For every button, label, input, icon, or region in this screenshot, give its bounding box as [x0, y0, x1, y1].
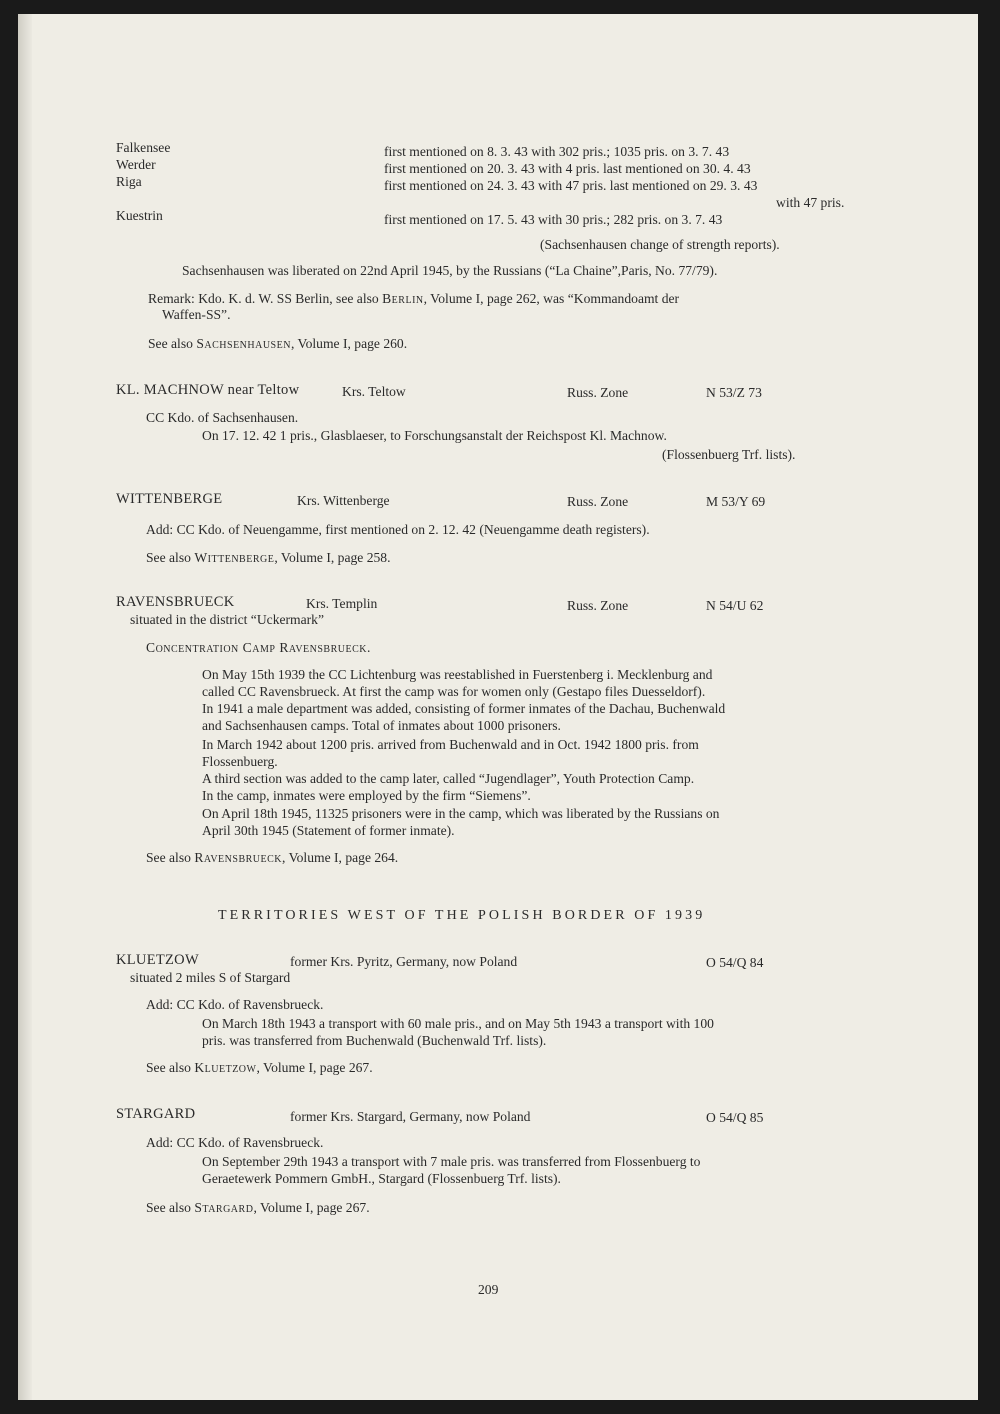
place-entry-continued: with 47 pris. [776, 195, 845, 210]
book-spine [18, 14, 32, 1400]
body-line: April 30th 1945 (Statement of former inmate). [202, 823, 455, 838]
source-note: (Sachsenhausen change of strength reports). [540, 237, 780, 252]
place-entry: first mentioned on 20. 3. 43 with 4 pris. last mentioned on 30. 4. 43 [384, 161, 751, 176]
body-line: On May 15th 1939 the CC Lichtenburg was reestablished in Fuerstenberg i. Mecklenburg and [202, 667, 713, 682]
entry-situated: situated in the district “Uckermark” [130, 612, 325, 627]
entry-line: CC Kdo. of Sachsenhausen. [146, 410, 299, 425]
place-name: Kuestrin [116, 208, 163, 223]
entry-line: On 17. 12. 42 1 pris., Glasblaeser, to Forschungsanstalt der Reichspost Kl. Machnow. [202, 428, 667, 443]
body-line: Geraetewerk Pommern GmbH., Stargard (Flossenbuerg Trf. lists). [202, 1171, 561, 1186]
place-name: Riga [116, 174, 142, 189]
body-line: Flossenbuerg. [202, 754, 278, 769]
place-entry: first mentioned on 17. 5. 43 with 30 pris.; 282 pris. on 3. 7. 43 [384, 212, 723, 227]
section-title: TERRITORIES WEST OF THE POLISH BORDER OF 1939 [218, 908, 706, 923]
entry-district: former Krs. Stargard, Germany, now Poland [290, 1109, 531, 1124]
body-line: On March 18th 1943 a transport with 60 male pris., and on May 5th 1943 a transport with 100 [202, 1016, 714, 1031]
place-entry: first mentioned on 8. 3. 43 with 302 pris.; 1035 pris. on 3. 7. 43 [384, 144, 730, 159]
liberation-note: Sachsenhausen was liberated on 22nd April 1945, by the Russians (“La Chaine”,Paris, No. 77/79). [182, 263, 718, 278]
remark-line-continued: Waffen-SS”. [162, 307, 231, 322]
entry-zone: Russ. Zone [567, 385, 629, 400]
body-line: In 1941 a male department was added, consisting of former inmates of the Dachau, Buchenwald [202, 701, 726, 716]
see-also: See also Stargard, Volume I, page 267. [146, 1200, 370, 1215]
see-also: See also Ravensbrueck, Volume I, page 264. [146, 850, 399, 865]
body-line: pris. was transferred from Buchenwald (Buchenwald Trf. lists). [202, 1033, 547, 1048]
entry-situated: situated 2 miles S of Stargard [130, 970, 291, 985]
body-line: and Sachsenhausen camps. Total of inmates about 1000 prisoners. [202, 718, 561, 733]
remark-line: Remark: Kdo. K. d. W. SS Berlin, see also Berlin, Volume I, page 262, was “Kommandoamt der [148, 291, 680, 306]
entry-grid: M 53/Y 69 [706, 494, 766, 509]
see-also: See also Kluetzow, Volume I, page 267. [146, 1060, 373, 1075]
entry-grid: O 54/Q 85 [706, 1110, 764, 1125]
entry-add: Add: CC Kdo. of Ravensbrueck. [146, 1135, 324, 1150]
entry-title: RAVENSBRUECK [116, 594, 235, 610]
place-name: Falkensee [116, 140, 171, 155]
entry-district: Krs. Templin [306, 596, 378, 611]
place-name: Werder [116, 157, 156, 172]
body-line: A third section was added to the camp later, called “Jugendlager”, Youth Protection Camp. [202, 771, 695, 786]
entry-add: Add: CC Kdo. of Neuengamme, first mentioned on 2. 12. 42 (Neuengamme death registers). [146, 522, 650, 537]
see-also: See also Sachsenhausen, Volume I, page 260. [148, 336, 408, 351]
body-line: In the camp, inmates were employed by the firm “Siemens”. [202, 788, 531, 803]
entry-district: Krs. Wittenberge [297, 493, 390, 508]
entry-title: KLUETZOW [116, 952, 199, 968]
entry-grid: N 54/U 62 [706, 598, 764, 613]
page-number: 209 [478, 1282, 499, 1297]
body-line: In March 1942 about 1200 pris. arrived from Buchenwald and in Oct. 1942 1800 pris. from [202, 737, 699, 752]
see-also: See also Wittenberge, Volume I, page 258. [146, 550, 391, 565]
entry-zone: Russ. Zone [567, 494, 629, 509]
place-entry: first mentioned on 24. 3. 43 with 47 pris. last mentioned on 29. 3. 43 [384, 178, 758, 193]
entry-district: former Krs. Pyritz, Germany, now Poland [290, 954, 518, 969]
entry-grid: O 54/Q 84 [706, 955, 764, 970]
entry-grid: N 53/Z 73 [706, 385, 762, 400]
section-heading: Concentration Camp Ravensbrueck. [146, 640, 371, 655]
entry-title: STARGARD [116, 1106, 196, 1122]
body-line: On April 18th 1945, 11325 prisoners were in the camp, which was liberated by the Russians on [202, 806, 720, 821]
body-line: called CC Ravensbrueck. At first the camp was for women only (Gestapo files Duesseldorf). [202, 684, 706, 699]
entry-district: Krs. Teltow [342, 384, 406, 399]
body-line: On September 29th 1943 a transport with 7 male pris. was transferred from Flossenbuerg to [202, 1154, 701, 1169]
entry-title: WITTENBERGE [116, 491, 223, 507]
entry-zone: Russ. Zone [567, 598, 629, 613]
source-note: (Flossenbuerg Trf. lists). [662, 447, 796, 462]
entry-add: Add: CC Kdo. of Ravensbrueck. [146, 997, 324, 1012]
entry-title: KL. MACHNOW near Teltow [116, 382, 300, 398]
